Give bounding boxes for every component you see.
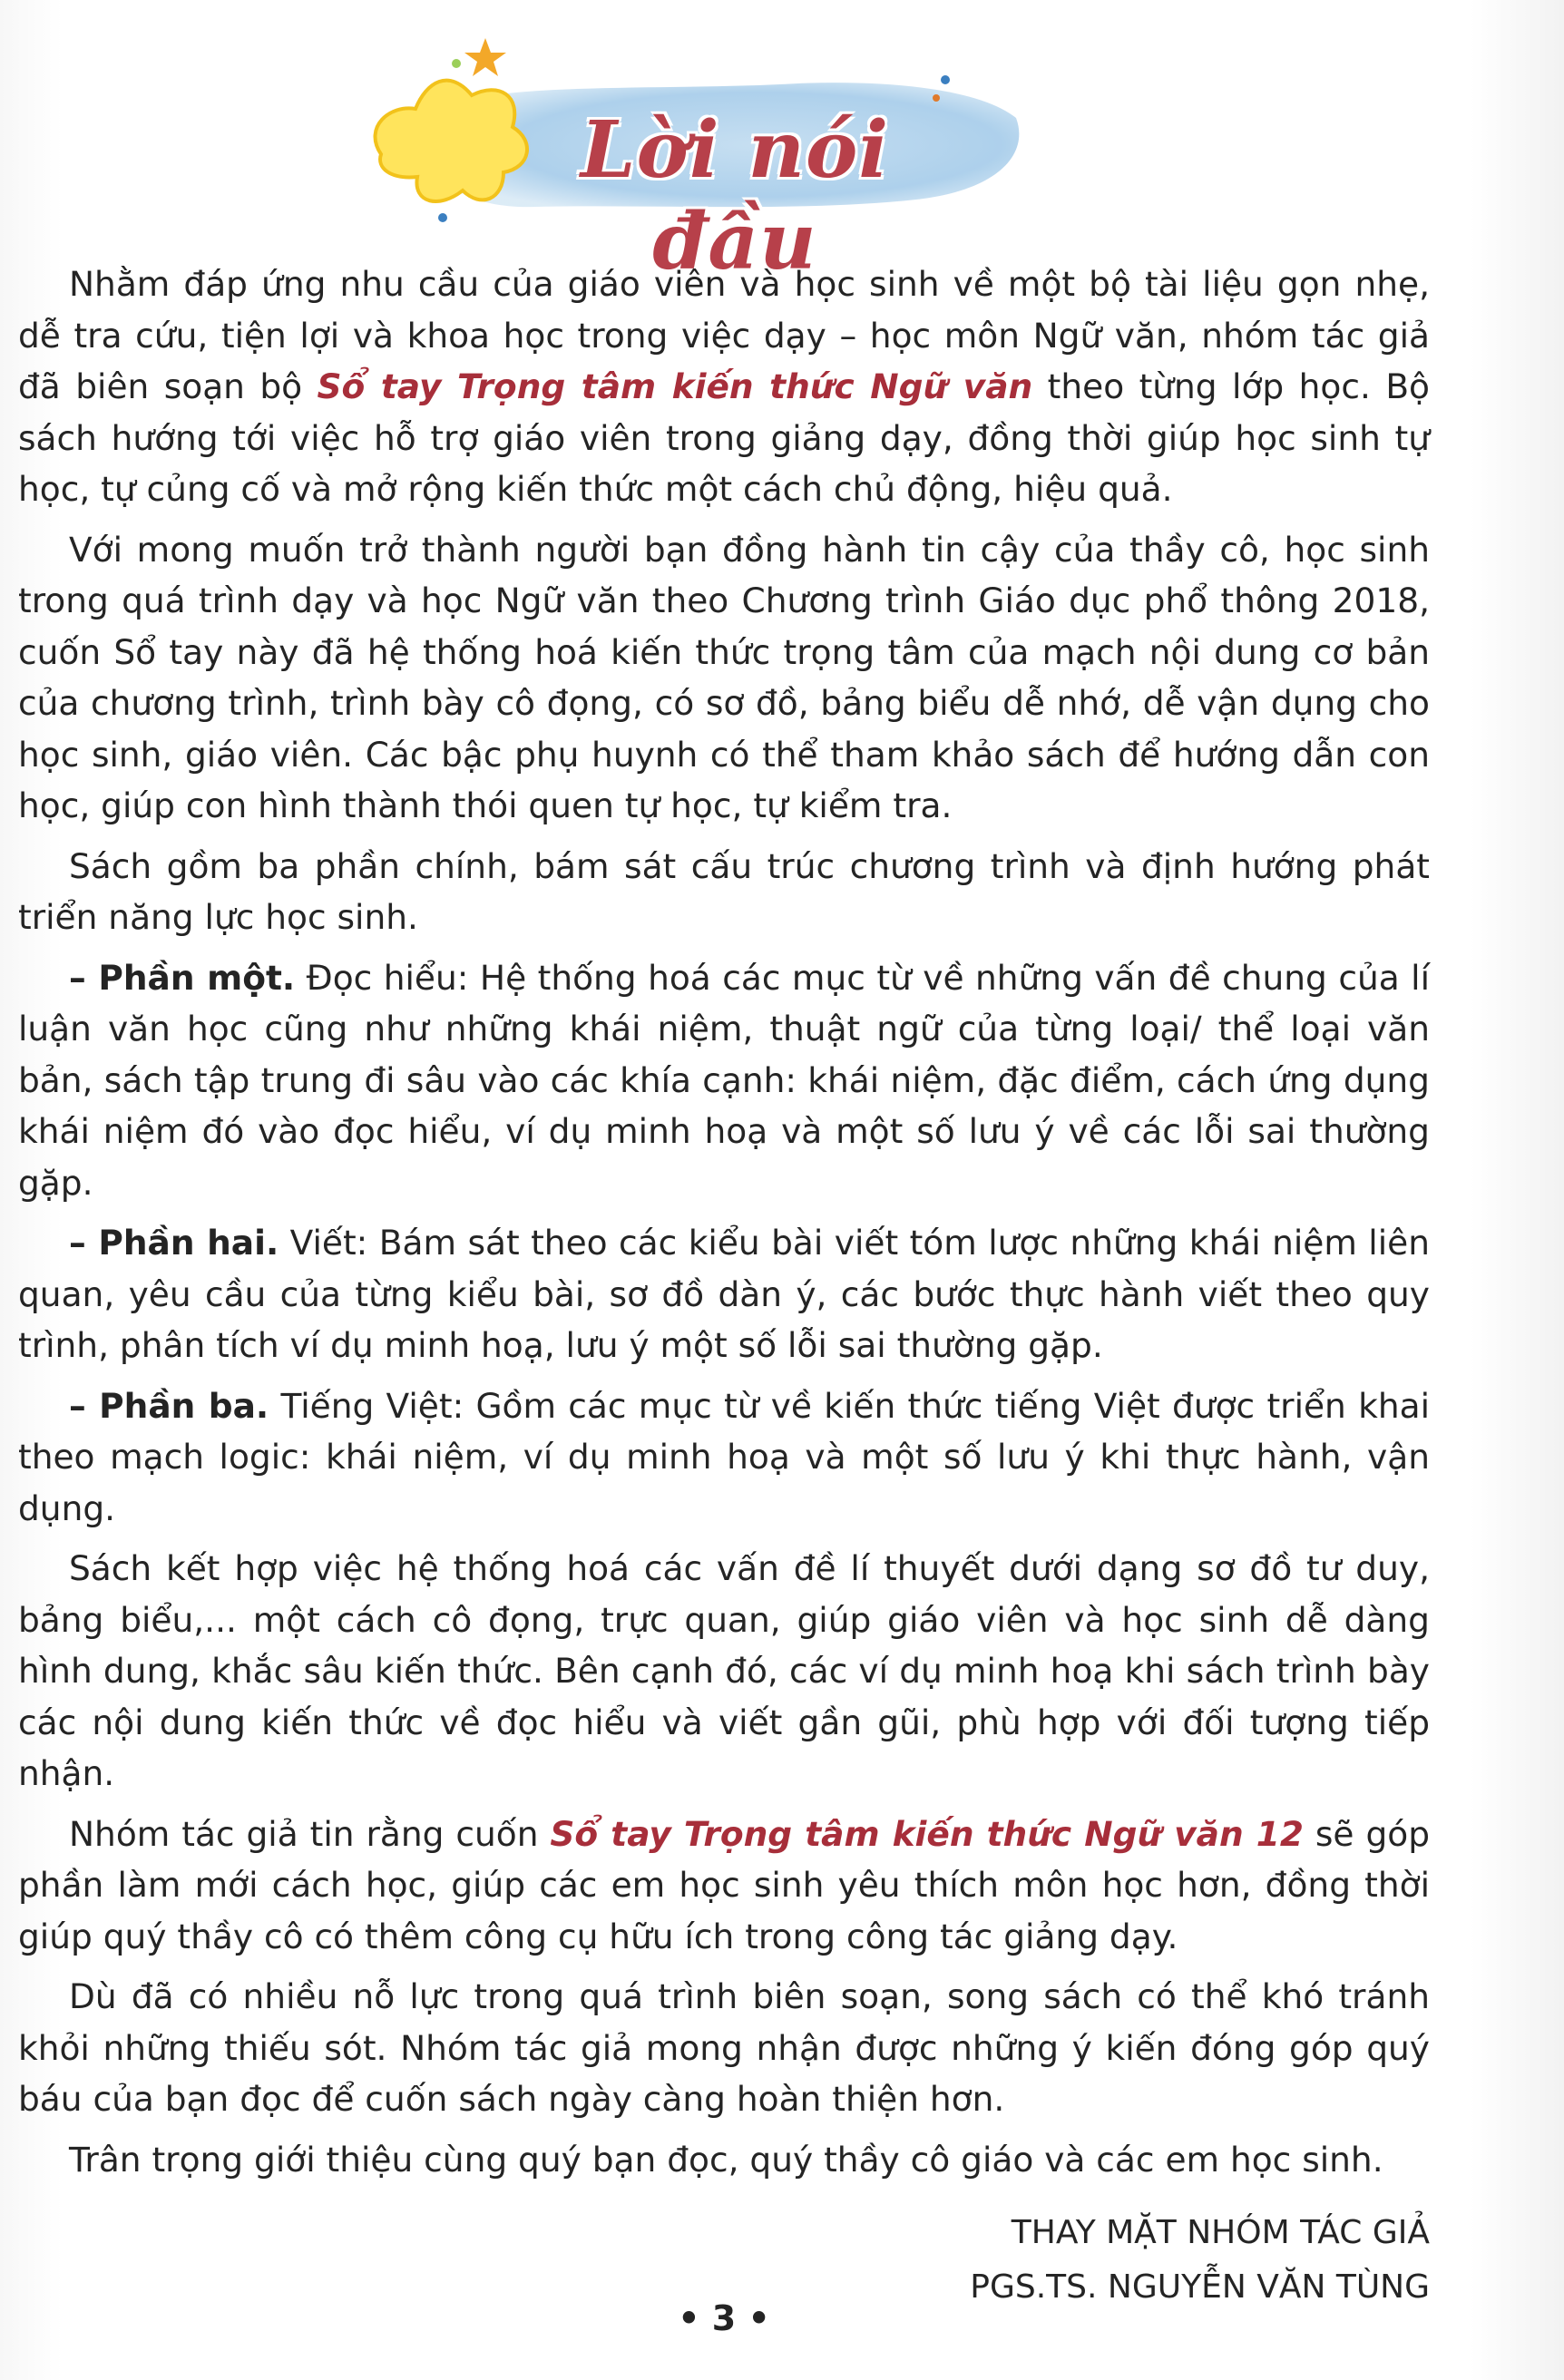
paragraph-1: Nhằm đáp ứng nhu cầu của giáo viên và học sinh về một bộ tài liệu gọn nhẹ, dễ tra cứu, tiện lợi và khoa học trong việc dạy – học môn Ngữ văn, nhóm tác giả đã biên soạn bộ Sổ tay Trọng tâm kiến thức Ngữ văn theo từng lớp học. Bộ sách hướng tới việc hỗ trợ giáo viên trong giảng dạy, đồng thời giúp học sinh tự học, tự củng cố và mở rộng kiến thức một cách chủ động, hiệu quả. (18, 264, 1430, 509)
dot-icon (933, 94, 940, 102)
paragraph-3: Sách gồm ba phần chính, bám sát cấu trúc chương trình và định hướng phát triển năng lực học sinh. (18, 845, 1430, 937)
paragraph-9: Dù đã có nhiều nỗ lực trong quá trình biên soạn, song sách có thể khó tránh khỏi những thiếu sót. Nhóm tác giả mong nhận được những ý kiến đóng góp quý báu của bạn đọc để cuốn sách ngày càng hoàn thiện hơn. (18, 1976, 1430, 2119)
page-number: • 3 • (678, 2298, 770, 2338)
dot-icon (941, 75, 950, 84)
paragraph-part-one: – Phần một. Đọc hiểu: Hệ thống hoá các mục từ về những vấn đề chung của lí luận văn học cũng như những khái niệm, thuật ngữ của từng loại/ thể loại văn bản, sách tập trung đi sâu vào các khía cạnh: khái niệm, đặc điểm, cách ứng dụng khái niệm đó vào đọc hiểu, ví dụ minh hoạ và một số lưu ý về các lỗi sai thường gặp. (18, 957, 1430, 1203)
signature-line-1: THAY MẶT NHÓM TÁC GIẢ (1011, 2214, 1430, 2251)
part-three-label: – Phần ba. (69, 1385, 269, 1426)
paragraph-part-two: – Phần hai. Viết: Bám sát theo các kiểu bài viết tóm lược những khái niệm liên quan, yêu cầu của từng kiểu bài, sơ đồ dàn ý, các bước thực hành viết theo quy trình, phân tích ví dụ minh hoạ, lưu ý một số lỗi sai thường gặp. (18, 1223, 1430, 1365)
dot-icon (452, 59, 461, 68)
book-title-highlight: Sổ tay Trọng tâm kiến thức Ngữ văn 12 (550, 1813, 1304, 1854)
paragraph-part-three: – Phần ba. Tiếng Việt: Gồm các mục từ về kiến thức tiếng Việt được triển khai theo mạch logic: khái niệm, ví dụ minh hoạ và một số lưu ý khi thực hành, vận dụng. (18, 1385, 1430, 1528)
signature-line-2: PGS.TS. NGUYỄN VĂN TÙNG (970, 2268, 1430, 2306)
paragraph-8: Nhóm tác giả tin rằng cuốn Sổ tay Trọng tâm kiến thức Ngữ văn 12 sẽ góp phần làm mới cách học, giúp các em học sinh yêu thích môn học hơn, đồng thời giúp quý thầy cô có thêm công cụ hữu ích trong công tác giảng dạy. (18, 1813, 1431, 1956)
small-star-icon (464, 38, 506, 76)
part-one-label: – Phần một. (69, 957, 296, 998)
paragraph-10: Trân trọng giới thiệu cùng quý bạn đọc, quý thầy cô giáo và các em học sinh. (69, 2139, 1383, 2180)
book-title-highlight: Sổ tay Trọng tâm kiến thức Ngữ văn (317, 366, 1033, 406)
paragraph-2: Với mong muốn trở thành người bạn đồng hành tin cậy của thầy cô, học sinh trong quá trình dạy và học Ngữ văn theo Chương trình Giáo dục phổ thông 2018, cuốn Sổ tay này đã hệ thống hoá kiến thức trọng tâm của mạch nội dung cơ bản của chương trình, trình bày cô đọng, có sơ đồ, bảng biểu dễ nhớ, dễ vận dụng cho học sinh, giáo viên. Các bậc phụ huynh có thể tham khảo sách để hướng dẫn con học, giúp con hình thành thói quen tự học, tự kiểm tra. (18, 529, 1430, 825)
dot-icon (438, 213, 447, 222)
paragraph-7: Sách kết hợp việc hệ thống hoá các vấn đề lí thuyết dưới dạng sơ đồ tư duy, bảng biểu,... một cách cô đọng, trực quan, giúp giáo viên và học sinh dễ dàng hình dung, khắc sâu kiến thức. Bên cạnh đó, các ví dụ minh hoạ khi sách trình bày các nội dung kiến thức về đọc hiểu và viết gần gũi, phù hợp với đối tượng tiếp nhận. (18, 1548, 1430, 1793)
part-two-label: – Phần hai. (69, 1223, 279, 1263)
body-text (18, 258, 1430, 2194)
page-title: Lời nói đầu (581, 104, 889, 288)
